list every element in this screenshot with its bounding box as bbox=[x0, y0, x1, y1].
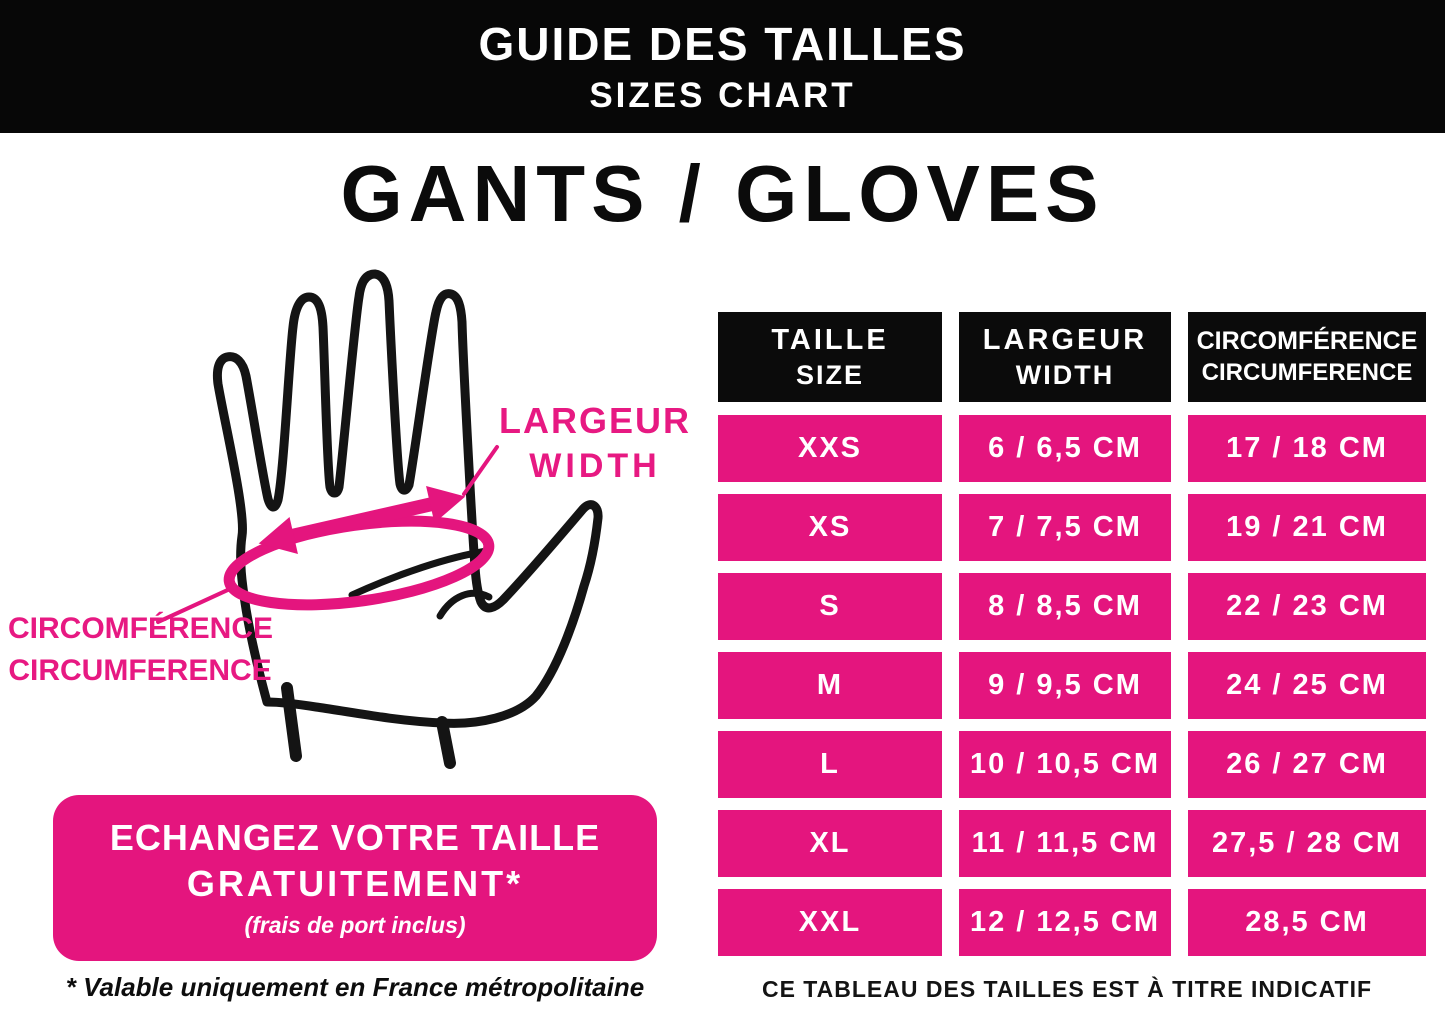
cell-size: S bbox=[718, 573, 942, 640]
header-size-en: SIZE bbox=[795, 359, 864, 390]
page-title: GANTS / GLOVES bbox=[340, 149, 1105, 238]
header-cell-size bbox=[718, 312, 942, 402]
cell-width: 8 / 8,5 CM bbox=[959, 573, 1171, 640]
cell-circumference: 22 / 23 CM bbox=[1188, 573, 1426, 640]
header-cell-width bbox=[959, 312, 1171, 402]
table-disclaimer: CE TABLEAU DES TAILLES EST À TITRE INDICATIF bbox=[761, 976, 1373, 1002]
cell-circumference: 17 / 18 CM bbox=[1188, 415, 1426, 482]
header-size-fr: TAILLE bbox=[771, 323, 889, 356]
cell-size: XXS bbox=[718, 415, 942, 482]
promo-line1: ECHANGEZ VOTRE TAILLE bbox=[109, 817, 601, 858]
cell-width: 11 / 11,5 CM bbox=[959, 810, 1171, 877]
header-cell-circumference bbox=[1188, 312, 1426, 402]
cell-circumference: 24 / 25 CM bbox=[1188, 652, 1426, 719]
cell-width: 6 / 6,5 CM bbox=[959, 415, 1171, 482]
cell-width: 9 / 9,5 CM bbox=[959, 652, 1171, 719]
cell-size: XS bbox=[718, 494, 942, 561]
cell-size: XXL bbox=[718, 889, 942, 956]
header-circumference-en: CIRCUMFERENCE bbox=[1201, 359, 1413, 386]
circumference-annotation-en: CIRCUMFERENCE bbox=[8, 654, 272, 687]
banner-title-fr: GUIDE DES TAILLES bbox=[478, 18, 967, 70]
width-annotation-en: WIDTH bbox=[529, 447, 661, 485]
cell-width: 10 / 10,5 CM bbox=[959, 731, 1171, 798]
footnote: * Valable uniquement en France métropolitaine bbox=[65, 972, 645, 1002]
width-annotation bbox=[470, 400, 720, 486]
cell-size: M bbox=[718, 652, 942, 719]
size-table-header bbox=[718, 312, 1426, 402]
cell-circumference: 28,5 CM bbox=[1188, 889, 1426, 956]
promo-line3: (frais de port inclus) bbox=[244, 912, 466, 938]
size-table bbox=[718, 312, 1426, 956]
header-width-en: WIDTH bbox=[1015, 359, 1115, 390]
header-circumference-fr: CIRCOMFÉRENCE bbox=[1196, 327, 1418, 355]
cell-size: XL bbox=[718, 810, 942, 877]
cell-width: 7 / 7,5 CM bbox=[959, 494, 1171, 561]
promo-line2: GRATUITEMENT* bbox=[186, 863, 524, 904]
cell-size: L bbox=[718, 731, 942, 798]
header-width-fr: LARGEUR bbox=[982, 323, 1148, 356]
circumference-annotation bbox=[8, 612, 272, 688]
cell-circumference: 27,5 / 28 CM bbox=[1188, 810, 1426, 877]
hand-outline bbox=[217, 274, 598, 723]
cell-circumference: 26 / 27 CM bbox=[1188, 731, 1426, 798]
wrist-line-right bbox=[442, 722, 450, 763]
cell-circumference: 19 / 21 CM bbox=[1188, 494, 1426, 561]
header-banner bbox=[0, 0, 1445, 133]
circumference-annotation-fr: CIRCOMFÉRENCE bbox=[8, 612, 274, 645]
size-table-body bbox=[718, 415, 1426, 956]
exchange-promo-box bbox=[53, 795, 657, 961]
cell-width: 12 / 12,5 CM bbox=[959, 889, 1171, 956]
width-annotation-fr: LARGEUR bbox=[499, 400, 691, 441]
banner-title-en: SIZES CHART bbox=[589, 76, 856, 115]
